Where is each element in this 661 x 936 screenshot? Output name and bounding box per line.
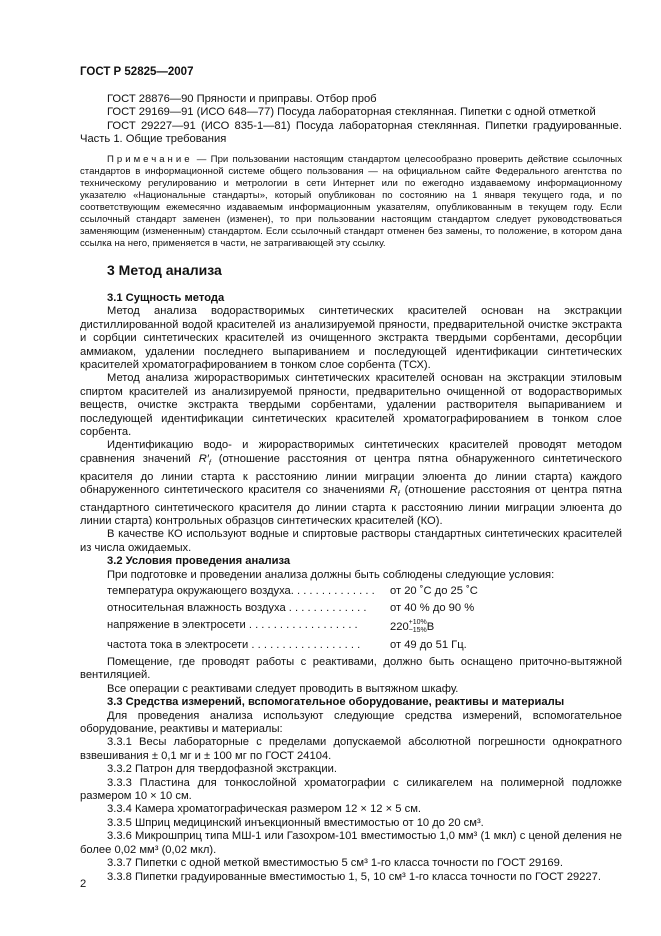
text: Идентификацию водо- и жирорастворимых синтетических красителей проводят методом сравнения значений bbox=[80, 439, 622, 465]
condition-label: напряжение в электросети . . . . . . . . . . . . . . . . . . bbox=[107, 619, 358, 631]
condition-value: от 49 до 51 Гц. bbox=[390, 639, 467, 651]
condition-label: частота тока в электросети . . . . . . . . . . . . . . . . . . bbox=[107, 639, 361, 651]
tolerance-plus: +10% bbox=[408, 619, 427, 626]
list-item: 3.3.2 Патрон для твердофазной экстракции. bbox=[107, 763, 337, 776]
references-list bbox=[80, 93, 622, 147]
section-3-body bbox=[80, 292, 622, 884]
page-number: 2 bbox=[80, 878, 87, 890]
paragraph: При подготовке и проведении анализа должны быть соблюдены следующие условия: bbox=[107, 568, 555, 581]
condition-value: от 20 ˚С до 25 ˚С bbox=[390, 585, 478, 597]
list-item: 3.3.3 Пластина для тонкослойной хроматографии с силикагелем на полимерной подложке размером 10 × 10 см. bbox=[80, 776, 622, 803]
paragraph: Метод анализа жирорастворимых синтетических красителей основан на экстракции этиловым спиртом красителей из анализируемой пряности, предварительно очищенной от водорастворимых веществ, очистке экстракта твердыми сорбентами, удалении растворителя выпариванием и последующей идентификации синтетических красителей хроматографированием в тонком слое сорбента. bbox=[80, 372, 622, 439]
paragraph-rf bbox=[80, 439, 622, 528]
reference-item: ГОСТ 29169—91 (ИСО 648—77) Посуда лабораторная стеклянная. Пипетки с одной отметкой bbox=[107, 106, 596, 119]
reference-item: ГОСТ 29227—91 (ИСО 835-1—81) Посуда лабораторная стеклянная. Пипетки градуированные. Часть 1. Общие требования bbox=[80, 119, 622, 146]
tolerance-minus: −15% bbox=[408, 627, 427, 634]
text: (отношение расстояния от центра пятна обнаруженного синтетического красителя до линии старта к расстоянию линии миграции элюента до линии старта) каждого обнаруженного синтетического красителя со значениями bbox=[80, 452, 622, 496]
rf-subscript: f bbox=[397, 491, 400, 499]
list-item: 3.3.1 Весы лабораторные с пределами допускаемой абсолютной погрешности однократного взвешивания ± 0,1 мг и ± 100 мг по ГОСТ 24104. bbox=[80, 736, 622, 762]
paragraph: Помещение, где проводят работы с реактивами, должно быть оснащено приточно-вытяжной вентиляцией. bbox=[80, 656, 622, 682]
unit: В bbox=[426, 620, 435, 633]
list-item: 3.3.6 Микрошприц типа МШ-1 или Газохром-101 вместимостью 1,0 мм³ (1 мкл) с ценой деления не более 0,02 мм³ (0,02 мкл). bbox=[80, 830, 622, 856]
list-item: 3.3.4 Камера хроматографическая размером 12 × 12 × 5 см. bbox=[107, 803, 421, 816]
section-heading: 3 Метод анализа bbox=[107, 262, 222, 278]
condition-row bbox=[107, 639, 622, 656]
subsection-heading: 3.2 Условия проведения анализа bbox=[107, 555, 291, 568]
condition-label: относительная влажность воздуха . . . . . . . . . . . . . bbox=[107, 602, 367, 614]
note-text: — При пользовании настоящим стандартом целесообразно проверить действие ссылочных стандартов в информационной системе общего пользования — на официальном сайте Федерального агентства по техническому регулированию и метрологии в сети Интернет или по ежегодно издаваемому информационному указателю «Национальные стандарты», который опубликован по состоянию на 1 января текущего года, и по соответствующим ежемесячно издаваемым информационным указателям, опубликованным в текущем году. Если ссылочный стандарт заменен (изменен), то при пользовании настоящим стандартом следует руководствоваться заменяющим (измененным) стандартом. Если ссылочный стандарт отменен без замены, то положение, в котором дана ссылка на него, применяется в части, не затрагивающей эту ссылку. bbox=[80, 154, 622, 249]
condition-value: от 40 % до 90 % bbox=[390, 602, 475, 614]
list-item: 3.3.5 Шприц медицинский инъекционный вместимостью от 10 до 20 см³. bbox=[107, 816, 484, 829]
list-item: 3.3.8 Пипетки градуированные вместимостью 1, 5, 10 см³ 1-го класса точности по ГОСТ 29227. bbox=[107, 870, 601, 883]
document-header: ГОСТ Р 52825—2007 bbox=[80, 66, 194, 78]
paragraph: Все операции с реактивами следует проводить в вытяжном шкафу. bbox=[107, 682, 459, 695]
paragraph: Для проведения анализа используют следующие средства измерений, вспомогательное оборудование, реактивы и материалы: bbox=[80, 709, 622, 736]
reference-item: ГОСТ 28876—90 Пряности и приправы. Отбор проб bbox=[107, 93, 377, 105]
list-item: 3.3.7 Пипетки с одной меткой вместимостью 5 см³ 1-го класса точности по ГОСТ 29169. bbox=[107, 857, 563, 870]
subsection-heading: 3.3 Средства измерений, вспомогательное оборудование, реактивы и материалы bbox=[107, 696, 565, 709]
condition-label: температура окружающего воздуха. . . . . . . . . . . . . . bbox=[107, 585, 375, 597]
rf-subscript: f bbox=[208, 460, 211, 468]
condition-row bbox=[107, 619, 622, 639]
subsection-heading: 3.1 Сущность метода bbox=[107, 292, 225, 304]
note-label: Примечание bbox=[107, 154, 193, 165]
text: (отношение расстояния от центра пятна стандартного синтетического красителя до линии старта к расстоянию линии миграции элюента до линии старта) контрольных образцов синтетических красителей (КО). bbox=[80, 483, 622, 527]
note bbox=[80, 154, 622, 250]
condition-value bbox=[390, 619, 434, 635]
paragraph: Метод анализа водорастворимых синтетических красителей основан на экстракции дистиллированной водой красителей из анализируемой пряности, предварительной очистке экстракта и сорбции синтетических красителей из очищенного экстракта твердыми сорбентами, десорбции аммиаком, удалении последнего выпариванием и последующей идентификации синтетических красителей хроматографированием в тонком слое сорбента (ТСХ). bbox=[80, 305, 622, 372]
condition-row bbox=[107, 602, 622, 619]
rf-symbol: R bbox=[389, 483, 398, 496]
voltage-value: 220 bbox=[390, 620, 409, 633]
condition-row bbox=[107, 585, 622, 602]
rf-symbol: R′ bbox=[198, 452, 209, 465]
paragraph: В качестве КО используют водные и спиртовые растворы стандартных синтетических красителей из числа ожидаемых. bbox=[80, 528, 622, 554]
